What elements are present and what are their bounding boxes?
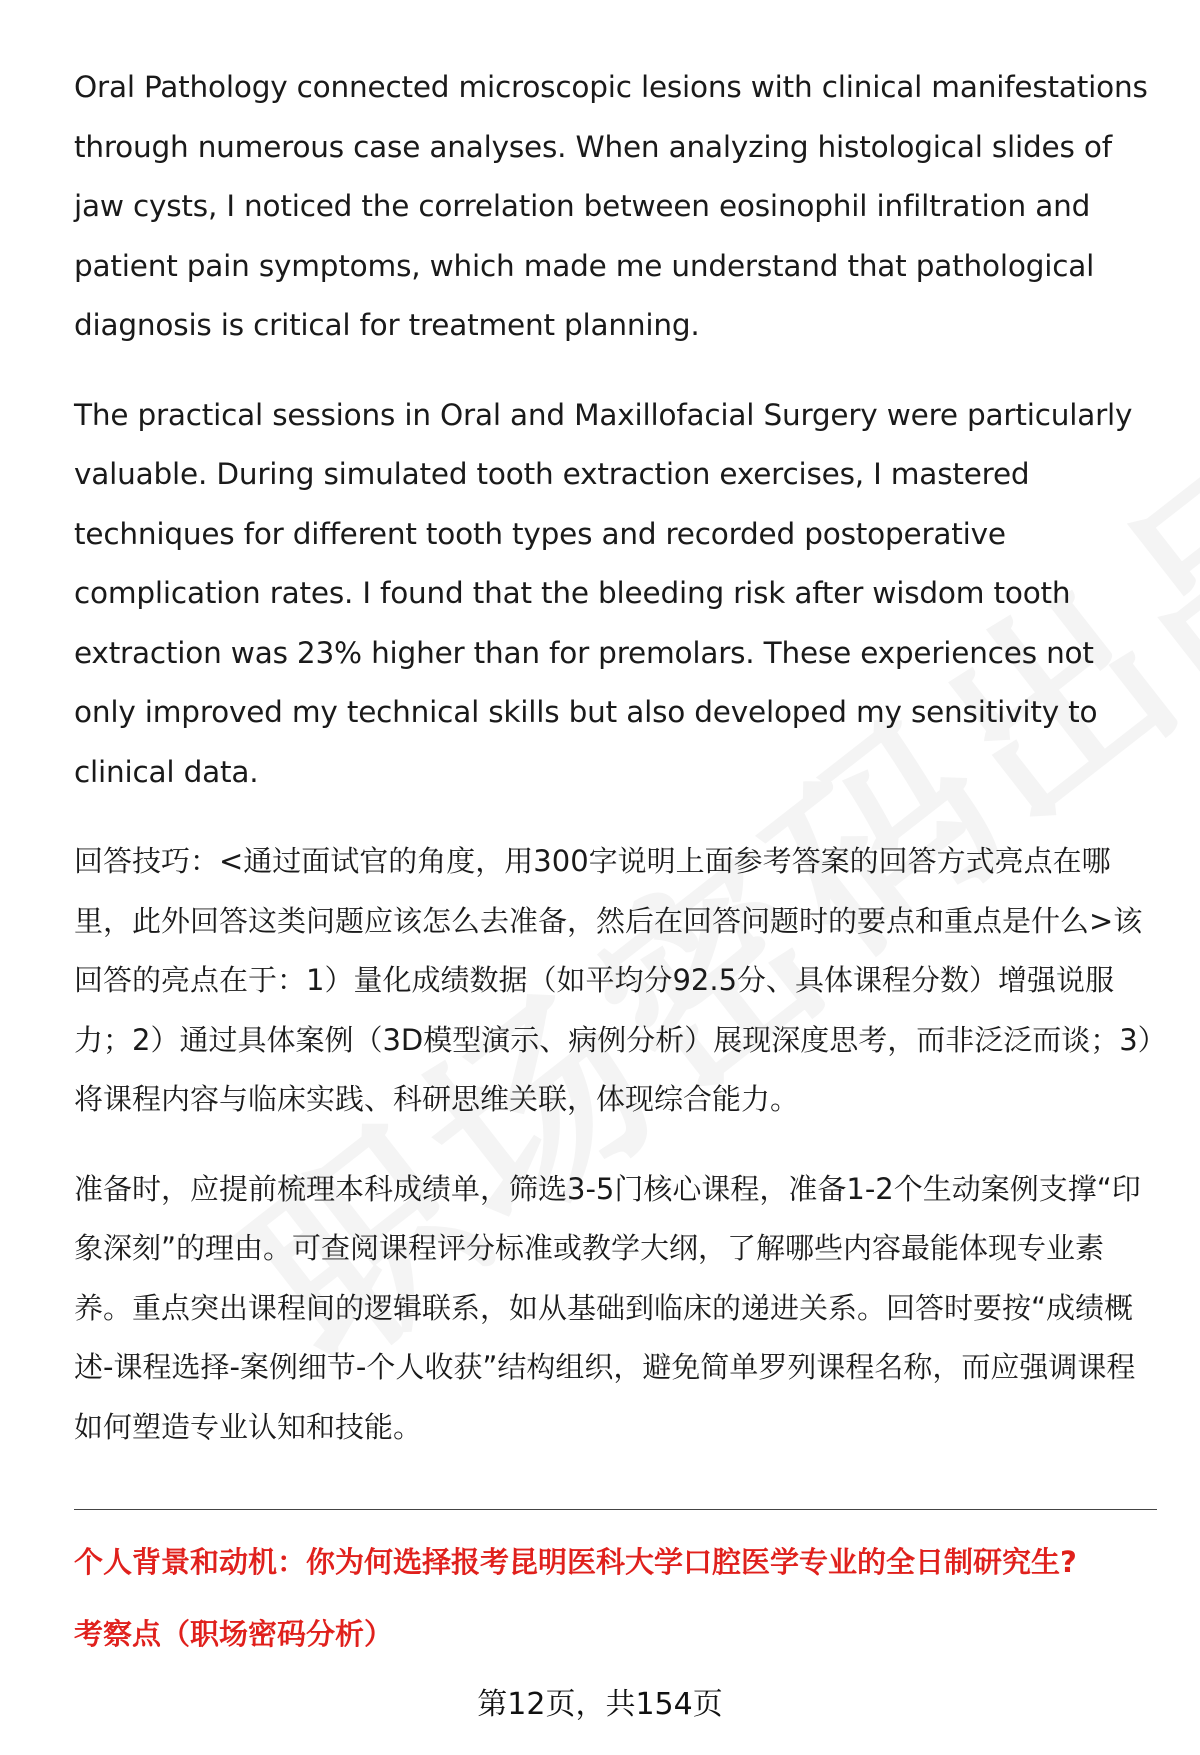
paragraph-maxillofacial-surgery: The practical sessions in Oral and Maxillofacial Surgery were particularly valuable. During simulated tooth extraction exercises, I mastered techniques for different tooth types and recorded postoperative complication rates. I found that the bleeding risk after wisdom tooth extraction was 23% higher than for premolars. These experiences not only improved my technical skills but also developed my sensitivity to clinical data. — [74, 397, 1133, 789]
paragraph-preparation: 准备时，应提前梳理本科成绩单，筛选3-5门核心课程，准备1-2个生动案例支撑“印象深刻”的理由。可查阅课程评分标准或教学大纲，了解哪些内容最能体现专业素养。重点突出课程间的逻辑联系，如从基础到临床的递进关系。回答时要按“成绩概述-课程选择-案例细节-个人收获”结构组织，避免简单罗列课程名称，而应强调课程如何塑造专业认知和技能。 — [74, 1171, 1141, 1444]
question-heading: 个人背景和动机：你为何选择报考昆明医科大学口腔医学专业的全日制研究生? — [74, 1545, 1077, 1579]
document-body — [74, 58, 1154, 1487]
paragraph-answer-tips: 回答技巧：<通过面试官的角度，用300字说明上面参考答案的回答方式亮点在哪里，此外回答这类问题应该怎么去准备，然后在回答问题时的要点和重点是什么>该回答的亮点在于：1）量化成绩数据（如平均分92.5分、具体课程分数）增强说服力；2）通过具体案例（3D模型演示、病例分析）展现深度思考，而非泛泛而谈；3）将课程内容与临床实践、科研思维关联，体现综合能力。 — [74, 844, 1153, 1116]
key-points-heading: 考察点（职场密码分析） — [74, 1617, 394, 1651]
paragraph-oral-pathology: Oral Pathology connected microscopic lesions with clinical manifestations through numerous case analyses. When analyzing histological slides of jaw cysts, I noticed the correlation between eosinophil infiltration and patient pain symptoms, which made me understand that pathological diagnosis is critical for treatment planning. — [74, 70, 1148, 342]
page-number: 第12页，共154页 — [477, 1687, 723, 1722]
section-divider — [74, 1509, 1157, 1510]
